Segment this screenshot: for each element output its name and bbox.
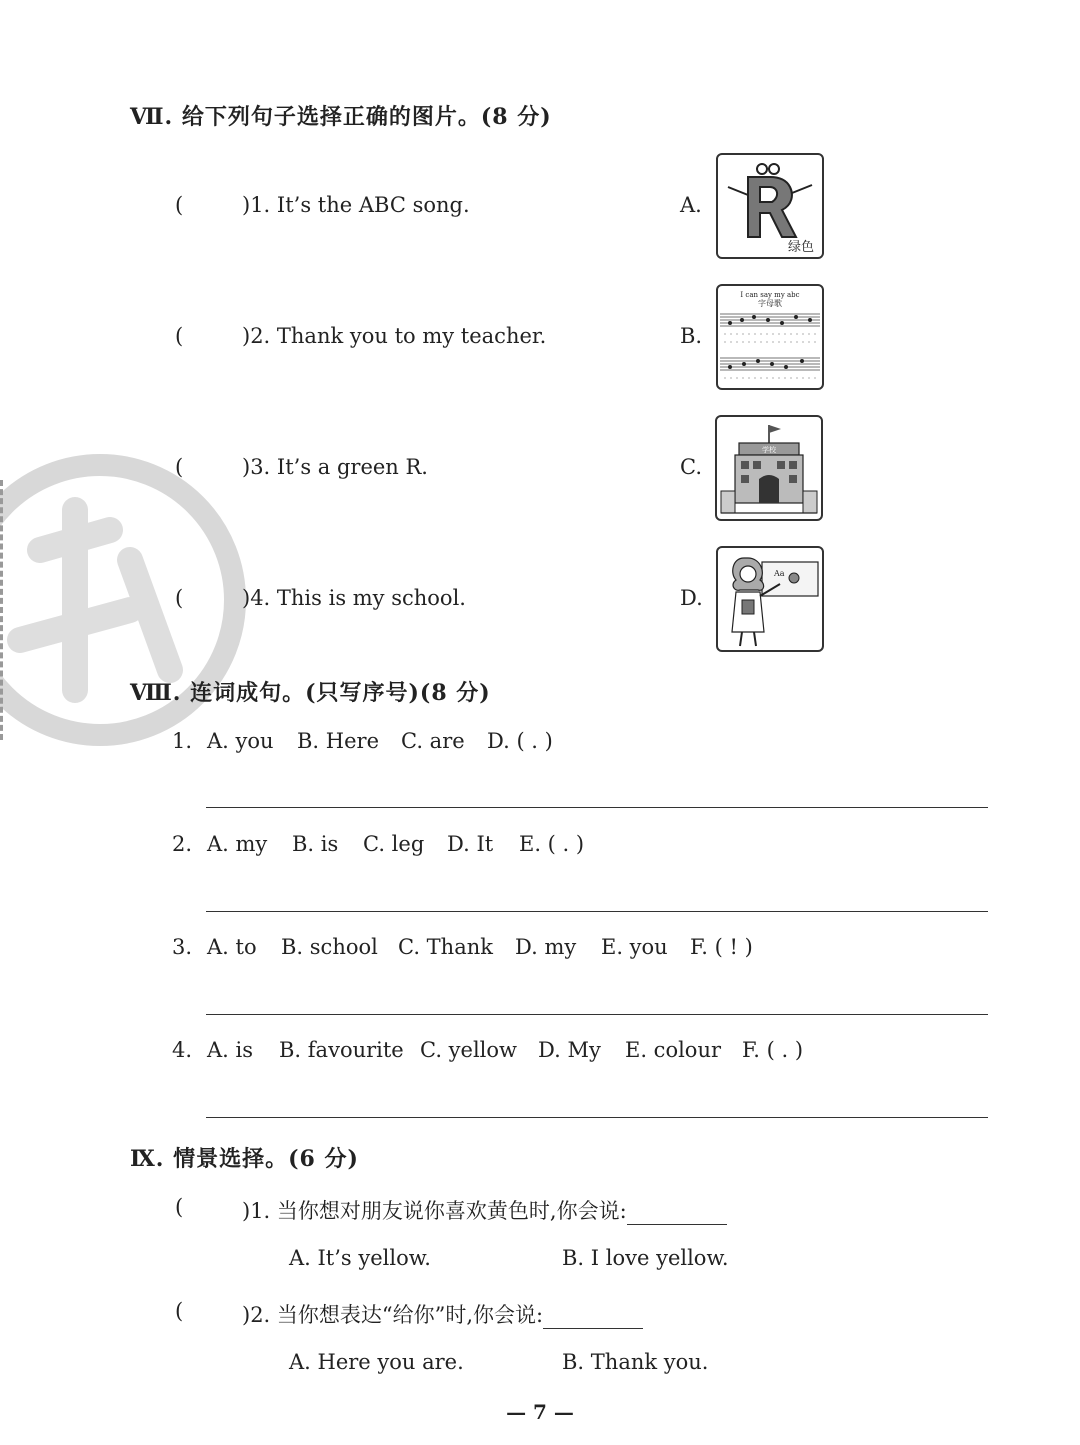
word-option: E. ( . ): [519, 832, 585, 856]
answer-paren[interactable]: (: [175, 324, 184, 348]
word-option: C. yellow: [420, 1038, 518, 1062]
option-b: B. I love yellow.: [562, 1246, 729, 1270]
page-number: — 7 —: [506, 1400, 574, 1424]
row-number: 2.: [172, 832, 193, 856]
answer-line[interactable]: [206, 807, 988, 808]
row-number: 4.: [172, 1038, 193, 1062]
answer-paren[interactable]: (: [175, 586, 184, 610]
answer-paren[interactable]: (: [175, 1299, 184, 1323]
word-option: C. leg: [363, 832, 425, 856]
word-option: F. ( . ): [742, 1038, 804, 1062]
sentence-text: )1. It’s the ABC song.: [242, 193, 470, 217]
binding-edge: [0, 480, 7, 740]
picture-d-teacher: [716, 546, 824, 652]
picture-b-title: I can say my abc: [740, 291, 800, 299]
word-option: B. favourite: [279, 1038, 404, 1062]
word-option: D. ( . ): [487, 729, 553, 753]
picture-a-green-r: [716, 153, 824, 259]
word-option: A. to: [207, 935, 257, 959]
word-option: B. is: [292, 832, 339, 856]
section-vii-heading: Ⅶ. 给下列句子选择正确的图片。(8 分): [130, 104, 552, 130]
answer-blank[interactable]: [627, 1202, 727, 1225]
option-b: B. Thank you.: [562, 1350, 709, 1374]
school-sign: 学校: [762, 446, 776, 454]
word-option: E. you: [601, 935, 668, 959]
word-option: A. you: [207, 729, 274, 753]
word-option: D. My: [538, 1038, 601, 1062]
word-option: E. colour: [625, 1038, 722, 1062]
word-option: A. is: [207, 1038, 254, 1062]
section-viii-heading: Ⅷ. 连词成句。(只写序号)(8 分): [130, 680, 491, 706]
picture-c-letter: C.: [680, 455, 702, 479]
watermark-seal: [0, 440, 280, 760]
sentence-text: )4. This is my school.: [242, 586, 466, 610]
picture-b-song-sheet: [716, 284, 824, 390]
answer-line[interactable]: [206, 911, 988, 912]
word-option: A. my: [207, 832, 268, 856]
picture-c-school-building: [715, 415, 823, 521]
word-option: D. It: [447, 832, 494, 856]
word-option: B. Here: [297, 729, 379, 753]
picture-a-letter: A.: [680, 193, 702, 217]
answer-paren[interactable]: (: [175, 193, 184, 217]
answer-line[interactable]: [206, 1014, 988, 1015]
section-ix-heading: Ⅸ. 情景选择。(6 分): [130, 1146, 359, 1172]
word-option: C. Thank: [398, 935, 493, 959]
row-number: 1.: [172, 729, 193, 753]
picture-a-caption: 绿色: [788, 240, 815, 255]
picture-b-letter: B.: [680, 324, 703, 348]
word-option: B. school: [281, 935, 378, 959]
sentence-text: )3. It’s a green R.: [242, 455, 428, 479]
sentence-text: )2. Thank you to my teacher.: [242, 324, 547, 348]
word-option: F. ( ! ): [690, 935, 753, 959]
answer-line[interactable]: [206, 1117, 988, 1118]
picture-b-subtitle: 字母歌: [758, 299, 782, 308]
picture-d-letter: D.: [680, 586, 703, 610]
answer-paren[interactable]: (: [175, 1195, 184, 1219]
question-text: )1. 当你想对朋友说你喜欢黄色时,你会说:: [242, 1199, 627, 1223]
board-text: Aa: [774, 569, 785, 578]
option-a: A. Here you are.: [289, 1350, 464, 1374]
answer-blank[interactable]: [543, 1306, 643, 1329]
option-a: A. It’s yellow.: [289, 1246, 431, 1270]
row-number: 3.: [172, 935, 193, 959]
question-text: )2. 当你想表达“给你”时,你会说:: [242, 1303, 544, 1327]
word-option: D. my: [515, 935, 577, 959]
word-option: C. are: [401, 729, 465, 753]
answer-paren[interactable]: (: [175, 455, 184, 479]
